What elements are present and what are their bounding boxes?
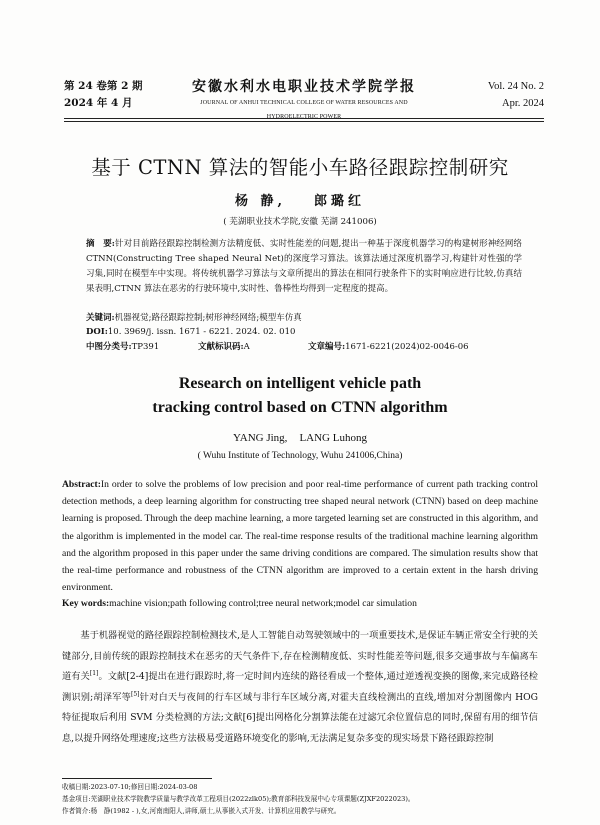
footnote-rule: [62, 778, 212, 779]
abstract-en: [62, 476, 538, 596]
abstract-label-cn: 摘 要:: [86, 239, 115, 249]
title-en-line-2: tracking control based on CTNN algorithm: [152, 399, 448, 416]
journal-name-cn: 安徽水利水电职业技术学院学报: [192, 79, 416, 95]
journal-name-en: JOURNAL OF ANHUI TECHNICAL COLLEGE OF WATER RESOURCES AND HYDROELECTRIC POWER: [200, 100, 408, 120]
citation-1: [1]: [89, 670, 99, 678]
paper-title-cn: 基于 CTNN 算法的智能小车路径跟踪控制研究: [91, 156, 509, 179]
volume-issue-en: Vol. 24 No. 2: [487, 81, 544, 92]
author-2-en: LANG Luhong: [299, 432, 367, 444]
article-id-label: 文章编号:: [308, 342, 346, 352]
doi-line: [86, 325, 522, 339]
author-1-cn: 杨 静,: [234, 194, 287, 209]
keywords-text-en: machine vision;path following control;tree neural network;model car simulation: [109, 598, 417, 609]
body-text-part-1: 基于机器视觉的路径跟踪控制检测技术,是人工智能自动驾驶领域中的一项重要技术,是保证车辆正常安全行驶的关键部分,目前传统的跟踪控制技术在恶劣的天气条件下,存在检测精度低、实时性能差等问题,很多交通事故与车偏离车道有关: [62, 630, 538, 683]
keywords-cn: [86, 311, 522, 325]
doc-code-label: 文献标识码:: [198, 342, 244, 352]
abstract-text-cn: 针对目前路径跟踪控制检测方法精度低、实时性能差的问题,提出一种基于深度机器学习的构建树形神经网络 CTNN(Constructing Tree shaped Neural Net)的深度学习算法。该算法通过深度机器学习,构建针对性强的学习集,同时在模型车中实现。将传统机器学习算法与文章所提出的算法在相同行驶条件下的实时响应进行比较,仿真结果表明,CTNN 算法在恶劣的行驶环境中,实时性、鲁棒性均得到一定程度的提高。: [86, 239, 522, 294]
clc-label: 中图分类号:: [86, 342, 132, 352]
date-cn: 2024 年 4 月: [64, 97, 133, 109]
footnote-fund: 基金项目:芜湖职业技术学院教学质量与教学改革工程项目(2022zlk05);教育部科技发展中心专项课题(ZJXF2022023)。: [62, 795, 415, 803]
doi-value: 10. 3969/j. issn. 1671 - 6221. 2024. 02. 010: [107, 327, 296, 337]
doc-code-field: [198, 340, 250, 354]
header-right: [488, 78, 544, 112]
footnote-author-bio: 作者简介:杨 静(1982 - ),女,河南南阳人,讲师,硕士,从事嵌入式开发、计算机应用教学与研究。: [62, 807, 341, 815]
body-paragraph: [62, 626, 538, 750]
clc-value: TP391: [131, 342, 160, 352]
author-1-en: YANG Jing,: [233, 432, 288, 444]
authors-cn: [60, 190, 540, 209]
article-id-value: 1671-6221(2024)02-0046-06: [345, 342, 469, 352]
abstract-cn: [86, 237, 522, 297]
keywords-label-cn: 关键词:: [86, 313, 115, 323]
keywords-label-en: Key words:: [62, 598, 110, 609]
author-2-cn: 郎璐红: [314, 194, 366, 209]
abstract-label-en: Abstract:: [62, 479, 101, 490]
paper-title-en: [60, 372, 540, 420]
volume-issue-cn: 第 24 卷第 2 期: [64, 80, 143, 92]
citation-5: [5]: [131, 690, 140, 698]
clc-field: [86, 340, 160, 354]
title-en-line-1: Research on intelligent vehicle path: [178, 375, 422, 392]
footnote-received: 收稿日期:2023-07-10;修回日期:2024-03-08: [62, 783, 198, 791]
doi-label: DOI:: [86, 327, 108, 337]
affiliation-en: ( Wuhu Institute of Technology, Wuhu 241006,China): [197, 451, 403, 461]
abstract-text-en: In order to solve the problems of low precision and poor real-time performance of current path tracking control detection methods, a deep learning algorithm for constructing tree shaped neural network (CTNN) based on deep machine learning is proposed. Through the deep machine learning, a more targeted learning set are constructed in this algorithm, and the algorithm is implemented in the model car. The real-time response results of the traditional machine learning algorithm and the algorithm proposed in this paper under the same driving conditions are compared. The simulation results show that the real-time performance and robustness of the CTNN algorithm are improved to a certain extent in the harsh driving environment.: [62, 479, 538, 594]
affiliation-cn: ( 芜湖职业技术学院,安徽 芜湖 241006): [223, 217, 377, 227]
header-left: [64, 78, 143, 112]
article-id-field: [308, 340, 469, 354]
header-rule: [64, 118, 544, 119]
journal-header: [64, 78, 544, 118]
body-text-part-2: 。文献[2-4]提出在进行跟踪时,将一定时间内连续的路径看成一个整体,通过逆透视变换的图像,来完成路径检测识别;胡泽军等: [62, 671, 538, 703]
doc-code-value: A: [243, 342, 250, 352]
date-en: Apr. 2024: [502, 98, 544, 109]
authors-en: [60, 432, 540, 444]
keywords-text-cn: 机器视觉;路径跟踪控制;树形神经网络;模型车仿真: [114, 313, 302, 323]
keywords-en: [62, 597, 538, 611]
header-rule-thin: [64, 121, 544, 122]
body-text-part-3: 针对白天与夜间的行车区域与非行车区域分离,对霍夫直线检测出的直线,增加对分割图像内 HOG 特征提取后利用 SVM 分类检测的方法;文献[6]提出网格化分割算法能在过滤冗余位置信息的同时,保留有用的细节信息,以提升网络处理速度;这些方法极易受道路环境变化的影响,无法满足复杂多变的现实场景下路径跟踪控制: [62, 691, 538, 744]
